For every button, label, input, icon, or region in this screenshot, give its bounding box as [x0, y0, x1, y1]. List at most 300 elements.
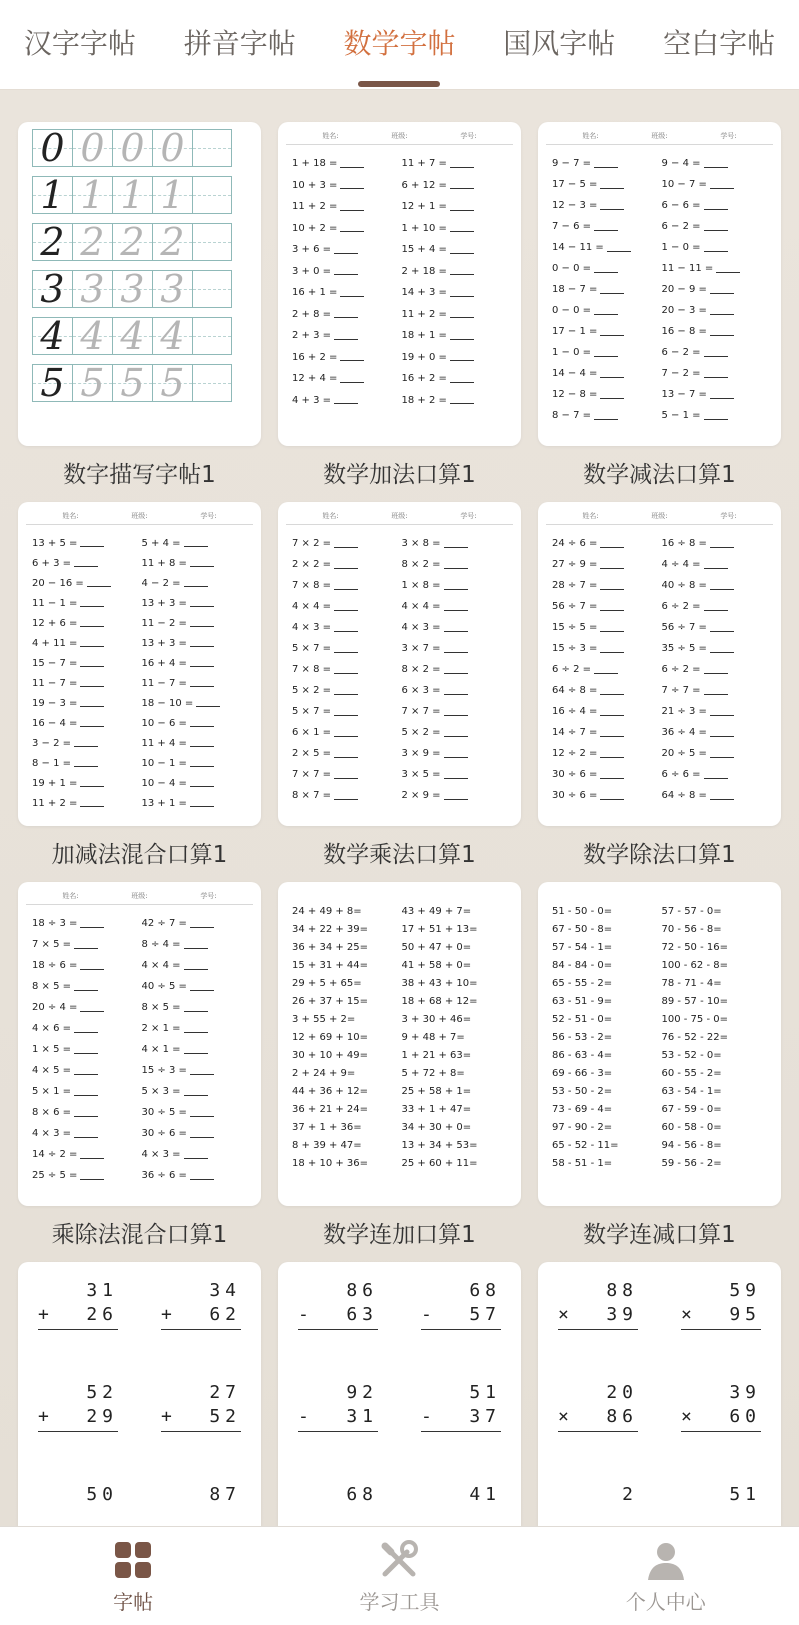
problem-text: 2 × 1 =	[141, 1023, 181, 1034]
tab-math[interactable]	[337, 0, 461, 90]
problem-text: 38 + 43 + 10=	[401, 977, 478, 989]
worksheet-thumbnail[interactable]	[18, 1262, 261, 1526]
problem-line	[292, 1064, 402, 1082]
problem-text: 6 ÷ 6 =	[661, 769, 701, 780]
worksheet-card[interactable]	[18, 1262, 261, 1526]
problem-text: 8 × 2 =	[401, 559, 441, 570]
problem-line	[292, 1154, 402, 1172]
problem-line	[32, 593, 142, 613]
problem-text: 7 − 2 =	[661, 368, 701, 379]
answer-blank	[80, 699, 104, 707]
answer-blank	[710, 328, 734, 336]
answer-blank	[600, 582, 624, 590]
problem-text: 1 × 8 =	[401, 580, 441, 591]
problem-line	[32, 1144, 142, 1165]
problem-text: 51 - 50 - 0=	[552, 905, 613, 917]
problem-text: 20 − 9 =	[661, 284, 707, 295]
problem-line	[662, 363, 772, 384]
problem-text: 4 − 2 =	[141, 577, 181, 589]
problem-text: 30 ÷ 6 =	[552, 790, 598, 801]
problem-text: 14 + 3 =	[401, 287, 447, 299]
vertical-problem	[421, 1382, 501, 1432]
problem-text: 1 + 18 =	[292, 158, 338, 170]
worksheet-list[interactable]	[0, 90, 799, 1526]
answer-blank	[334, 792, 358, 800]
answer-blank	[334, 332, 358, 340]
answer-blank	[710, 624, 734, 632]
problem-text: 4 × 4 =	[292, 601, 332, 612]
bottom-number: 86	[606, 1406, 638, 1427]
problem-text: 3 − 2 =	[32, 737, 72, 749]
problem-line	[662, 1082, 772, 1100]
answer-blank	[184, 1004, 208, 1012]
problem-line	[292, 218, 402, 240]
answer-blank	[80, 1151, 104, 1159]
worksheet-title[interactable]: 数学减法口算1	[583, 462, 736, 488]
worksheet-thumbnail[interactable]	[538, 882, 781, 1206]
bottom-number: 57	[469, 1304, 501, 1325]
problem-line	[292, 554, 402, 575]
problem-text: 18 ÷ 6 =	[32, 960, 78, 971]
worksheet-title[interactable]: 数学乘法口算1	[323, 842, 476, 868]
sheet-header	[546, 122, 773, 145]
worksheet-title[interactable]: 数学加法口算1	[323, 462, 476, 488]
bottom-operand	[298, 1304, 378, 1330]
answer-blank	[594, 412, 618, 420]
problem-text: 2 + 24 + 9=	[292, 1067, 356, 1079]
answer-blank	[80, 619, 104, 627]
problem-text: 20 − 16 =	[32, 577, 84, 589]
worksheet-card[interactable]	[278, 502, 521, 882]
worksheet-title[interactable]: 数字描写字帖1	[63, 462, 216, 488]
practice-cell	[112, 266, 152, 311]
problem-text: 42 ÷ 7 =	[141, 918, 187, 929]
practice-digit: 1	[40, 172, 65, 217]
problem-line	[552, 384, 662, 405]
answer-blank	[704, 412, 728, 420]
answer-blank	[340, 181, 364, 189]
tab-label: 空白字帖	[663, 26, 776, 60]
problem-line	[292, 196, 402, 218]
answer-blank	[704, 244, 728, 252]
problem-text: 0 − 0 =	[552, 263, 592, 274]
worksheet-thumbnail[interactable]	[18, 502, 261, 826]
tab-blank[interactable]	[657, 0, 781, 90]
answer-blank	[704, 223, 728, 231]
vertical-problem	[298, 1382, 378, 1432]
problem-text: 4 × 5 =	[32, 1065, 72, 1076]
problem-text: 53 - 50 - 2=	[552, 1085, 613, 1097]
practice-digit: 2	[160, 219, 185, 264]
problem-text: 60 - 58 - 0=	[661, 1121, 722, 1133]
problem-line	[662, 195, 772, 216]
problem-text: 13 + 1 =	[141, 797, 187, 809]
problem-column	[142, 533, 252, 813]
problem-line	[662, 342, 772, 363]
operator: -	[421, 1406, 437, 1427]
practice-cell	[192, 223, 232, 261]
problem-line	[402, 1136, 512, 1154]
problem-line	[142, 573, 252, 593]
problem-text: 2 × 9 =	[401, 790, 441, 801]
problem-text: 86 - 63 - 4=	[552, 1049, 613, 1061]
problem-text: 14 − 11 =	[552, 242, 604, 253]
problem-line	[402, 785, 512, 806]
problem-text: 25 ÷ 5 =	[32, 1170, 78, 1181]
problem-text: 6 × 3 =	[401, 685, 441, 696]
bottom-number: 62	[209, 1304, 241, 1325]
vertical-problem	[38, 1484, 118, 1508]
problem-column	[402, 153, 512, 411]
problem-column	[552, 153, 662, 426]
problem-line	[552, 1064, 662, 1082]
answer-blank	[704, 349, 728, 357]
problem-line	[292, 175, 402, 197]
practice-digit: 4	[160, 313, 185, 358]
problem-line	[292, 596, 402, 617]
answer-blank	[444, 750, 468, 758]
nav-learning-tools[interactable]	[309, 1538, 489, 1615]
problem-line	[292, 533, 402, 554]
practice-cell	[112, 125, 152, 170]
top-number: 87	[209, 1484, 241, 1505]
tab-label: 汉字字帖	[23, 26, 136, 60]
problem-text: 3 × 8 =	[401, 538, 441, 549]
practice-digit: 1	[120, 172, 145, 217]
worksheet-title[interactable]: 数学连加口算1	[323, 1222, 476, 1248]
sheet-header-field: 姓名:	[62, 512, 79, 520]
worksheet-card[interactable]	[18, 882, 261, 1262]
sheet-header	[286, 122, 513, 145]
problem-text: 78 - 71 - 4=	[661, 977, 722, 989]
problem-line	[662, 575, 772, 596]
bottom-operand	[161, 1304, 241, 1330]
problem-line	[552, 195, 662, 216]
answer-blank	[334, 729, 358, 737]
answer-blank	[80, 639, 104, 647]
problem-line	[142, 773, 252, 793]
problem-text: 12 − 8 =	[552, 389, 598, 400]
problem-line	[402, 304, 512, 326]
problem-columns	[18, 905, 261, 1186]
vertical-problem	[421, 1280, 501, 1330]
problem-text: 3 + 30 + 46=	[401, 1013, 472, 1025]
nav-personal-center[interactable]	[576, 1538, 756, 1615]
problem-line	[142, 955, 252, 976]
problem-line	[142, 913, 252, 934]
problem-text: 16 + 2 =	[292, 351, 338, 363]
problem-line	[142, 693, 252, 713]
practice-cell	[72, 360, 112, 405]
answer-blank	[594, 223, 618, 231]
practice-digit: 4	[80, 313, 105, 358]
answer-blank	[710, 582, 734, 590]
vertical-problem	[161, 1382, 241, 1432]
worksheet-card[interactable]	[278, 1262, 521, 1526]
problem-text: 4 × 4 =	[141, 960, 181, 971]
problem-text: 20 ÷ 5 =	[661, 748, 707, 759]
problem-line	[32, 976, 142, 997]
problem-text: 19 + 1 =	[32, 777, 78, 789]
worksheet-thumbnail[interactable]	[278, 502, 521, 826]
sheet-header-field: 姓名:	[62, 892, 79, 900]
problem-columns	[278, 145, 521, 411]
answer-blank	[334, 708, 358, 716]
problem-text: 29 + 5 + 65=	[292, 977, 362, 989]
answer-blank	[340, 375, 364, 383]
problem-line	[662, 902, 772, 920]
problem-line	[552, 1028, 662, 1046]
problem-text: 2 + 3 =	[292, 330, 332, 342]
problem-text: 10 + 2 =	[292, 222, 338, 234]
problem-line	[292, 956, 402, 974]
problem-line	[402, 1082, 512, 1100]
problem-line	[662, 743, 772, 764]
answer-blank	[600, 370, 624, 378]
practice-cell	[32, 360, 72, 405]
answer-blank	[334, 267, 358, 275]
answer-blank	[450, 289, 474, 297]
problem-text: 9 + 48 + 7=	[401, 1031, 465, 1043]
problem-text: 36 + 21 + 24=	[292, 1103, 369, 1115]
answer-blank	[80, 920, 104, 928]
problem-line	[662, 1100, 772, 1118]
answer-blank	[600, 202, 624, 210]
tab-label: 国风字帖	[503, 26, 616, 60]
problem-column	[292, 533, 402, 806]
problem-text: 4 × 3 =	[141, 1149, 181, 1160]
bottom-operand	[681, 1406, 761, 1432]
problem-text: 2 × 2 =	[292, 559, 332, 570]
tab-pinyin[interactable]	[178, 0, 302, 90]
problem-text: 15 + 4 =	[401, 244, 447, 256]
worksheet-thumbnail[interactable]	[538, 122, 781, 446]
top-number: 39	[729, 1382, 761, 1403]
answer-blank	[600, 792, 624, 800]
problem-column	[32, 533, 142, 813]
nav-copybook[interactable]	[43, 1538, 223, 1615]
answer-blank	[190, 739, 214, 747]
problem-text: 8 + 39 + 47=	[292, 1139, 362, 1151]
practice-digit: 0	[160, 125, 185, 170]
vertical-problem	[38, 1382, 118, 1432]
problem-text: 5 + 72 + 8=	[401, 1067, 465, 1079]
problem-line	[292, 743, 402, 764]
problem-text: 10 + 3 =	[292, 179, 338, 191]
answer-blank	[340, 289, 364, 297]
worksheet-title[interactable]: 数学除法口算1	[583, 842, 736, 868]
problem-line	[402, 1100, 512, 1118]
problem-text: 5 × 2 =	[401, 727, 441, 738]
worksheet-card[interactable]	[18, 502, 261, 882]
problem-line	[552, 722, 662, 743]
practice-cell	[112, 360, 152, 405]
problem-text: 1 − 0 =	[552, 347, 592, 358]
problem-text: 30 ÷ 6 =	[552, 769, 598, 780]
worksheet-card[interactable]	[278, 122, 521, 502]
problem-text: 2 + 18 =	[401, 265, 447, 277]
problem-line	[662, 785, 772, 806]
problem-line	[292, 902, 402, 920]
problem-line	[32, 1102, 142, 1123]
tab-hanzi[interactable]	[18, 0, 142, 90]
problem-line	[552, 680, 662, 701]
problem-line	[142, 997, 252, 1018]
answer-blank	[190, 759, 214, 767]
operator: -	[298, 1406, 314, 1427]
problem-line	[552, 342, 662, 363]
sheet-header-field: 姓名:	[322, 512, 339, 520]
problem-line	[662, 279, 772, 300]
answer-blank	[444, 582, 468, 590]
practice-digit: 1	[80, 172, 105, 217]
top-number: 92	[346, 1382, 378, 1403]
operator: +	[38, 1304, 54, 1325]
problem-line	[662, 920, 772, 938]
problem-text: 70 - 56 - 8=	[661, 923, 722, 935]
practice-digit: 3	[40, 266, 65, 311]
answer-blank	[710, 286, 734, 294]
worksheet-card[interactable]	[538, 122, 781, 502]
problem-column	[292, 902, 402, 1172]
problem-text: 11 − 2 =	[141, 617, 187, 629]
worksheet-thumbnail[interactable]	[538, 502, 781, 826]
problem-text: 12 − 3 =	[552, 200, 598, 211]
worksheet-card[interactable]	[18, 122, 261, 502]
worksheet-card[interactable]	[538, 502, 781, 882]
problem-text: 59 - 56 - 2=	[661, 1157, 722, 1169]
answer-blank	[190, 799, 214, 807]
answer-blank	[600, 687, 624, 695]
problem-text: 2 + 8 =	[292, 308, 332, 320]
answer-blank	[184, 962, 208, 970]
problem-line	[142, 1060, 252, 1081]
problem-line	[32, 613, 142, 633]
practice-cell	[152, 360, 192, 405]
problem-line	[402, 368, 512, 390]
problem-line	[552, 659, 662, 680]
problem-line	[552, 920, 662, 938]
worksheet-thumbnail[interactable]	[278, 1262, 521, 1526]
answer-blank	[600, 328, 624, 336]
problem-text: 5 × 7 =	[292, 706, 332, 717]
problem-line	[662, 1118, 772, 1136]
tools-icon	[377, 1538, 421, 1582]
practice-digit: 2	[80, 219, 105, 264]
problem-text: 6 + 12 =	[401, 179, 447, 191]
problem-line	[552, 575, 662, 596]
worksheet-title[interactable]: 数学连减口算1	[583, 1222, 736, 1248]
problem-text: 11 + 7 =	[401, 158, 447, 170]
worksheet-title[interactable]: 乘除法混合口算1	[51, 1222, 228, 1248]
problem-column	[402, 533, 512, 806]
answer-blank	[704, 687, 728, 695]
problem-line	[402, 1154, 512, 1172]
answer-blank	[334, 666, 358, 674]
practice-cell	[32, 125, 72, 170]
problem-text: 67 - 50 - 8=	[552, 923, 613, 935]
problem-line	[402, 938, 512, 956]
answer-blank	[184, 1088, 208, 1096]
sheet-header	[26, 502, 253, 525]
problem-text: 8 × 5 =	[141, 1002, 181, 1013]
problem-text: 56 ÷ 7 =	[552, 601, 598, 612]
answer-blank	[80, 659, 104, 667]
worksheet-thumbnail[interactable]	[18, 882, 261, 1206]
practice-cell	[112, 219, 152, 264]
worksheet-thumbnail[interactable]	[538, 1262, 781, 1526]
answer-blank	[710, 708, 734, 716]
problem-line	[292, 261, 402, 283]
vertical-problem	[681, 1484, 761, 1508]
grid-icon	[111, 1538, 155, 1582]
problem-text: 4 × 3 =	[32, 1128, 72, 1139]
problem-text: 6 − 2 =	[661, 347, 701, 358]
practice-cell	[152, 219, 192, 264]
sheet-header-field: 班级:	[391, 512, 408, 520]
answer-blank	[334, 561, 358, 569]
worksheet-thumbnail[interactable]	[278, 882, 521, 1206]
problem-text: 27 ÷ 9 =	[552, 559, 598, 570]
worksheet-thumbnail[interactable]	[18, 122, 261, 446]
bottom-number: 37	[469, 1406, 501, 1427]
problem-line	[32, 793, 142, 813]
problem-text: 11 − 7 =	[32, 677, 78, 689]
answer-blank	[190, 559, 214, 567]
vertical-problem	[161, 1280, 241, 1330]
answer-blank	[74, 983, 98, 991]
problem-line	[662, 1046, 772, 1064]
problem-line	[142, 1039, 252, 1060]
problem-text: 16 + 2 =	[401, 373, 447, 385]
problem-text: 4 × 3 =	[401, 622, 441, 633]
problem-line	[292, 347, 402, 369]
worksheet-card[interactable]	[278, 882, 521, 1262]
problem-line	[402, 743, 512, 764]
problem-text: 65 - 52 - 11=	[552, 1139, 619, 1151]
problem-line	[32, 693, 142, 713]
problem-text: 4 ÷ 4 =	[661, 559, 701, 570]
problem-text: 11 + 8 =	[141, 557, 187, 569]
vertical-problem	[421, 1484, 501, 1508]
worksheet-card[interactable]	[538, 1262, 781, 1526]
answer-blank	[704, 370, 728, 378]
answer-blank	[80, 799, 104, 807]
answer-blank	[190, 659, 214, 667]
bottom-operand	[681, 1304, 761, 1330]
problem-line	[292, 638, 402, 659]
operator: ×	[681, 1304, 697, 1325]
answer-blank	[600, 624, 624, 632]
top-number: 88	[606, 1280, 638, 1301]
worksheet-title[interactable]: 加减法混合口算1	[51, 842, 228, 868]
tab-guofeng[interactable]	[497, 0, 621, 90]
problem-text: 57 - 54 - 1=	[552, 941, 613, 953]
problem-text: 30 ÷ 6 =	[141, 1128, 187, 1139]
problem-text: 14 ÷ 7 =	[552, 727, 598, 738]
top-number: 52	[86, 1382, 118, 1403]
digit-practice-row	[32, 267, 247, 310]
problem-text: 44 + 36 + 12=	[292, 1085, 369, 1097]
active-tab-indicator	[358, 81, 440, 87]
problem-line	[402, 554, 512, 575]
answer-blank	[80, 1004, 104, 1012]
top-number: 68	[346, 1484, 378, 1505]
worksheet-thumbnail[interactable]	[278, 122, 521, 446]
problem-line	[142, 653, 252, 673]
problem-text: 16 ÷ 8 =	[661, 538, 707, 549]
worksheet-card[interactable]	[538, 882, 781, 1262]
